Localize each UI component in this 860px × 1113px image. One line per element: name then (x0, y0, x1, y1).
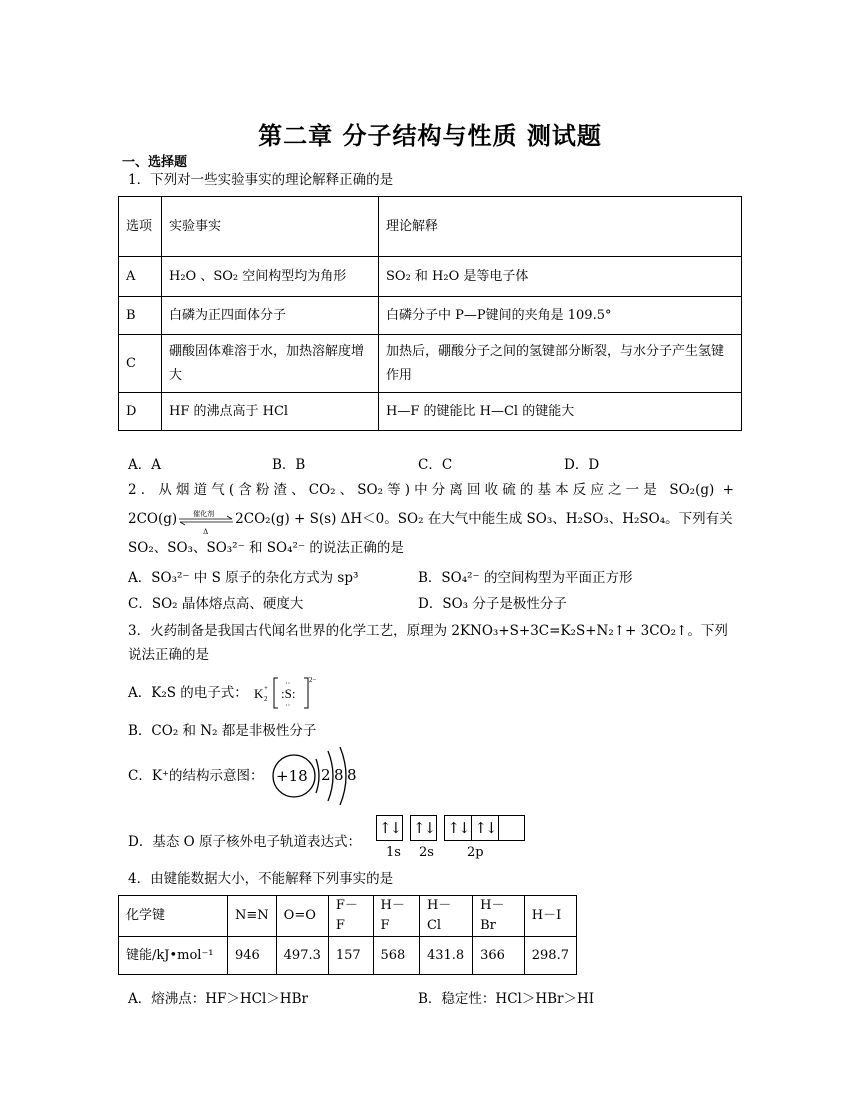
table-row (119, 257, 742, 297)
q4-header-hf: H－F (373, 896, 419, 937)
q3-stem-line2: 说法正确的是 (128, 647, 209, 663)
svg-text:+: + (264, 684, 268, 692)
q1-row-b-option: B (119, 297, 162, 335)
q4-value-hf: 568 (373, 937, 419, 975)
q1-table (118, 196, 742, 431)
q1-row-c-option: C (119, 335, 162, 393)
q4-stem: 4．由键能数据大小，不能解释下列事实的是 (128, 871, 394, 887)
shell-3-electrons: 8 (347, 766, 357, 784)
q4-header-nn: N≡N (228, 896, 277, 937)
oxygen-orbital-diagram (376, 815, 536, 865)
q4-header-hi: H－I (524, 896, 576, 937)
orbital-label-2p: 2p (467, 845, 484, 860)
table-row (119, 393, 742, 431)
q3-choice-d: D．基态 O 原子核外电子轨道表达式： (128, 834, 361, 850)
shell-1-electrons: 2 (321, 766, 331, 784)
q1-row-d-fact: HF 的沸点高于 HCl (162, 393, 379, 431)
orbital-label-2s: 2s (419, 845, 434, 860)
q4-header-bond: 化学键 (119, 896, 228, 937)
svg-text:2−: 2− (309, 676, 317, 684)
reversible-arrow-icon (177, 509, 235, 536)
electron-formula-k2s (252, 672, 324, 712)
heat-label: Δ (203, 527, 209, 536)
svg-text:··: ·· (285, 679, 291, 688)
q1-header-fact: 实验事实 (162, 197, 379, 257)
svg-text:··: ·· (285, 701, 291, 710)
q1-table-header (119, 197, 742, 257)
q1-choice-c: C．C (418, 457, 453, 473)
q3-stem-line1: 3．火药制备是我国古代闻名世界的化学工艺，原理为 2KNO₃+S+3C=K₂S+N₂↑+ 3CO₂↑。下列 (128, 623, 728, 639)
q3-choice-a: A．K₂S 的电子式： (128, 685, 248, 701)
q1-row-a-option: A (119, 257, 162, 297)
section-heading: 一、选择题 (122, 155, 188, 170)
q4-header-hbr: H－Br (473, 896, 525, 937)
q4-value-hcl: 431.8 (419, 937, 472, 975)
q4-table (118, 895, 577, 975)
q1-row-a-fact: H₂O 、SO₂ 空间构型均为角形 (162, 257, 379, 297)
svg-text:2: 2 (264, 695, 268, 703)
orbital-2s: ↑↓ (410, 815, 437, 841)
orbital-2p-2: ↑↓ (471, 815, 498, 841)
q2-reactant: 2CO(g) (128, 511, 178, 527)
q3-choice-c: C．K⁺的结构示意图： (128, 768, 264, 784)
q4-header-hcl: H－Cl (419, 896, 472, 937)
q2-stem-line1: 2．从烟道气(含粉渣、CO₂、SO₂等)中分离回收硫的基本反应之一是 SO₂(g) + (128, 482, 734, 498)
potassium-ion-structure-diagram (270, 745, 366, 809)
q4-choice-a: A．熔沸点：HF＞HCl＞HBr (128, 991, 308, 1007)
q4-header-oo: O=O (276, 896, 328, 937)
nucleus-charge: +18 (276, 767, 308, 785)
q2-choice-d: D．SO₃ 分子是极性分子 (418, 596, 567, 612)
q2-product: 2CO₂(g) + S(s) ΔH＜0。SO₂ 在大气中能生成 SO₃、H₂SO₃、H₂SO₄。下列有关 (235, 511, 733, 527)
orbital-label-1s: 1s (386, 845, 401, 860)
q2-stem-line3: SO₂、SO₃、SO₃²⁻ 和 SO₄²⁻ 的说法正确的是 (128, 540, 404, 556)
q4-value-hi: 298.7 (524, 937, 576, 975)
q1-row-a-explain: SO₂ 和 H₂O 是等电子体 (379, 257, 742, 297)
q1-stem: 1．下列对一些实验事实的理论解释正确的是 (128, 172, 394, 188)
q4-table-header (119, 896, 577, 937)
q3-choice-b: B．CO₂ 和 N₂ 都是非极性分子 (128, 723, 317, 739)
table-row (119, 297, 742, 335)
table-row (119, 335, 742, 393)
shell-2-electrons: 8 (334, 766, 344, 784)
q4-value-ff: 157 (328, 937, 373, 975)
q4-value-oo: 497.3 (276, 937, 328, 975)
q1-choice-a: A．A (128, 457, 161, 473)
orbital-2p-3 (498, 815, 525, 841)
q4-value-nn: 946 (228, 937, 277, 975)
q1-row-d-explain: H—F 的键能比 H—Cl 的键能大 (379, 393, 742, 431)
q2-choice-c: C．SO₂ 晶体熔点高、硬度大 (128, 596, 304, 612)
q1-row-c-explain: 加热后，硼酸分子之间的氢键部分断裂，与水分子产生氢键作用 (379, 335, 742, 393)
svg-text::S:: :S: (281, 686, 296, 701)
q1-choice-b: B．B (272, 457, 306, 473)
q1-row-b-explain: 白磷分子中 P—P键间的夹角是 109.5° (379, 297, 742, 335)
q1-choice-d: D．D (564, 457, 600, 473)
q1-row-c-fact: 硼酸固体难溶于水，加热溶解度增大 (162, 335, 379, 393)
q2-stem-line2 (128, 509, 733, 536)
q1-row-d-option: D (119, 393, 162, 431)
q2-choice-a: A．SO₃²⁻ 中 S 原子的杂化方式为 sp³ (128, 570, 359, 586)
catalyst-label: 催化剂 (193, 509, 215, 518)
svg-text:K: K (254, 686, 264, 701)
q4-header-ff: F－F (328, 896, 373, 937)
q2-choice-b: B．SO₄²⁻ 的空间构型为平面正方形 (418, 570, 633, 586)
q1-header-explain: 理论解释 (379, 197, 742, 257)
q4-value-hbr: 366 (473, 937, 525, 975)
orbital-2p-1: ↑↓ (444, 815, 471, 841)
orbital-1s: ↑↓ (376, 815, 403, 841)
q1-header-option: 选项 (119, 197, 162, 257)
table-row (119, 937, 577, 975)
q1-row-b-fact: 白磷为正四面体分子 (162, 297, 379, 335)
q4-choice-b: B．稳定性：HCl＞HBr＞HI (418, 991, 595, 1007)
q4-row-label: 键能/kJ•mol⁻¹ (119, 937, 228, 975)
page-title: 第二章 分子结构与性质 测试题 (258, 122, 602, 150)
